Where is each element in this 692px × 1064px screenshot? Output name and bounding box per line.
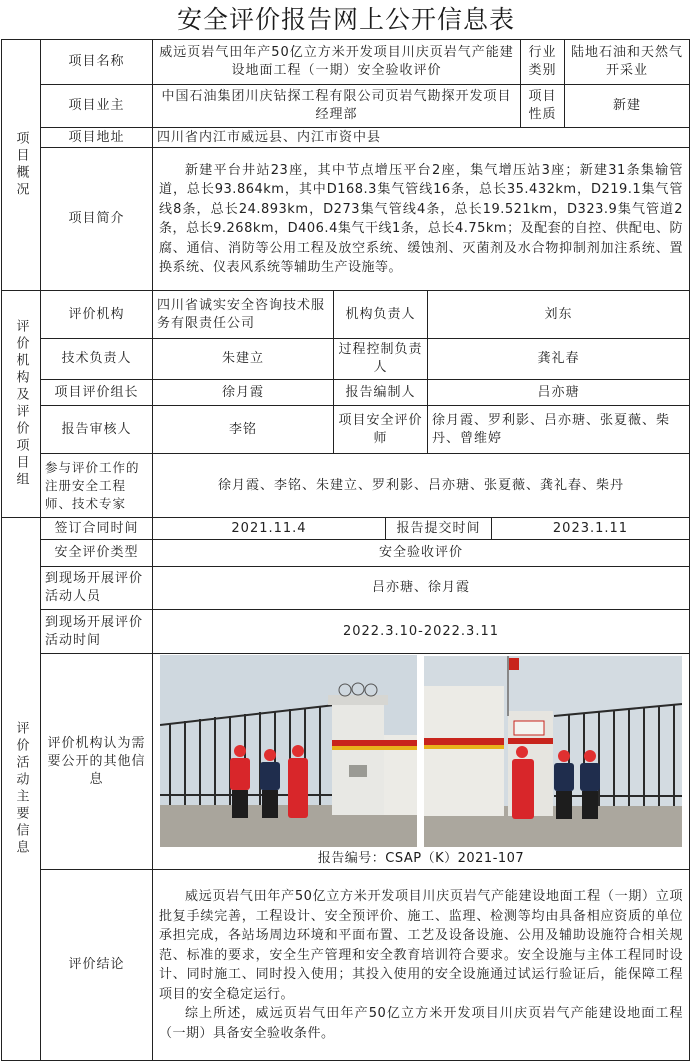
onsite-time-label: 到现场开展评价活动时间 <box>45 614 144 648</box>
section-label-agency: 评价机构及评价项目组 <box>13 319 29 489</box>
reviewer-value: 李铭 <box>228 421 257 437</box>
compiler-label: 报告编制人 <box>345 384 416 400</box>
conclusion-label: 评价结论 <box>68 957 125 972</box>
process-head-value: 龚礼春 <box>537 351 580 366</box>
org-head-label: 机构负责人 <box>345 306 416 322</box>
org-head-value: 刘东 <box>544 306 573 322</box>
nature-value: 新建 <box>612 98 641 113</box>
onsite-people-label: 到现场开展评价活动人员 <box>45 571 144 604</box>
conclusion-paragraph-1: 威远页岩气田年产50亿立方米开发项目川庆页岩气产能建设地面工程（一期）立项批复手续完善，工程设计、安全预评价、施工、监理、检测等均由具备相应资质的单位承担完成，各站场周边环境和平面布置、工艺及设备设施、公用及辅助设施符合相关规范、标准的要求，安全生产管理和安全教育培训符合要求。安全设施与主体工程同时设计、同时施工、同时投入使用；其投入使用的安全设施通过试运行验证后，能保障工程项目的安全稳定运行。 <box>159 889 683 1002</box>
reviewer-label: 报告审核人 <box>61 421 132 437</box>
intro-value: 新建平台井站23座，其中节点增压平台2座，集气增压站3座；新建31条集输管道，总长93.864km，其中D168.3集气管线16条，总长35.432km，D219.1集气管线8条，总长24.893km，D273集气管线4条，总长19.521km，D323.9集气管道2条，总长9.268km，D406.4集气干线1条，总长4.75km；及配套的自控、供配电、防腐、通信、消防等公用工程及放空系统、缓蚀剂、灭菌剂及水合物抑制剂加注系统、置换系统、仪表风系统等辅助生产设施等。 <box>159 162 683 275</box>
address-label: 项目地址 <box>68 129 125 145</box>
nature-label: 项目性质 <box>528 89 557 122</box>
project-name-value: 威远页岩气田年产50亿立方米开发项目川庆页岩气产能建设地面工程（一期）安全验收评价 <box>159 45 514 78</box>
evaluators-value: 徐月霞、罗利影、吕亦瑭、张夏薇、柴丹、曾维婷 <box>432 412 671 446</box>
eval-type-value: 安全验收评价 <box>378 545 463 560</box>
org-label: 评价机构 <box>68 306 125 322</box>
project-name-label: 项目名称 <box>68 54 125 69</box>
onsite-time-value: 2022.3.10-2022.3.11 <box>342 623 499 639</box>
owner-value: 中国石油集团川庆钻探工程有限公司页岩气勘探开发项目经理部 <box>161 89 512 122</box>
process-head-label: 过程控制负责人 <box>338 342 423 375</box>
team-leader-value: 徐月霞 <box>221 384 264 400</box>
report-number: 报告编号：CSAP（K）2021-107 <box>317 851 525 866</box>
section-label-overview: 项目概况 <box>13 131 29 199</box>
eval-type-label: 安全评价类型 <box>54 545 139 560</box>
experts-value: 徐月霞、李铭、朱建立、罗利影、吕亦瑭、张夏薇、龚礼春、柴丹 <box>217 477 624 493</box>
conclusion-paragraph-2: 综上所述，威远页岩气田年产50亿立方米开发项目川庆页岩气产能建设地面工程（一期）具备安全验收条件。 <box>159 1006 683 1041</box>
page-title: 安全评价报告网上公开信息表 <box>176 5 515 34</box>
team-leader-label: 项目评价组长 <box>54 384 139 400</box>
org-value: 四川省诚实安全咨询技术服务有限责任公司 <box>157 297 326 331</box>
experts-label: 参与评价工作的注册安全工程师、技术专家 <box>45 459 140 511</box>
other-info-label: 评价机构认为需要公开的其他信息 <box>47 735 146 787</box>
submit-label: 报告提交时间 <box>396 520 481 536</box>
address-value: 四川省内江市威远县、内江市资中县 <box>157 129 382 145</box>
section-label-activities: 评价活动主要信息 <box>13 721 29 857</box>
contract-label: 签订合同时间 <box>54 520 139 536</box>
tech-head-label: 技术负责人 <box>61 351 132 366</box>
owner-label: 项目业主 <box>68 98 125 113</box>
evaluators-label: 项目安全评价师 <box>338 412 423 446</box>
industry-label: 行业类别 <box>528 45 557 78</box>
contract-date: 2021.11.4 <box>231 520 307 536</box>
compiler-value: 吕亦瑭 <box>537 384 580 400</box>
conclusion-value <box>153 870 689 1060</box>
site-photo-left <box>160 655 417 847</box>
tech-head-value: 朱建立 <box>221 351 264 366</box>
industry-value: 陆地石油和天然气开采业 <box>570 45 683 78</box>
site-photo-right <box>424 656 682 847</box>
intro-label: 项目简介 <box>68 211 125 226</box>
submit-date: 2023.1.11 <box>552 520 629 536</box>
onsite-people-value: 吕亦瑭、徐月霞 <box>371 580 470 595</box>
